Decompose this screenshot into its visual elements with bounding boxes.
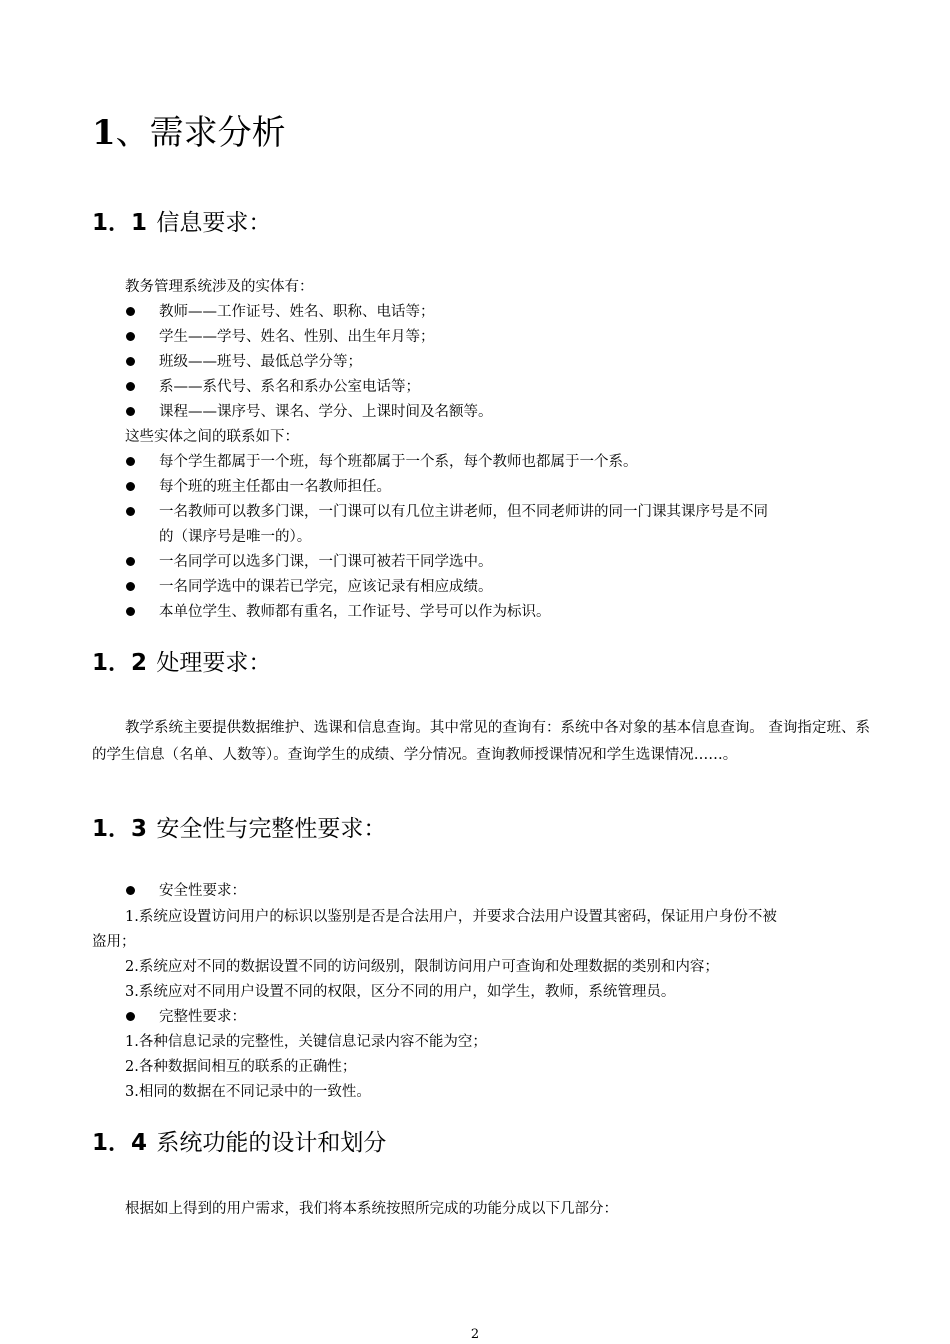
entity-item: 系——系代号、系名和系办公室电话等； — [159, 379, 420, 395]
entities-intro: 教务管理系统涉及的实体有： — [125, 279, 314, 295]
relation-item: 一名同学选中的课若已学完，应该记录有相应成绩。 — [159, 579, 493, 595]
chapter-number: 1 — [92, 113, 116, 153]
bullet-icon — [126, 307, 135, 316]
bullet-icon — [126, 1012, 135, 1021]
processing-paragraph: 教学系统主要提供数据维护、选课和信息查询。其中常见的查询有：系统中各对象的基本信息查询。 查询指定班、系的学生信息（名单、人数等）。查询学生的成绩、学分情况。查询教师授课情况和学生选课情况……。 — [92, 720, 870, 763]
bullet-icon — [126, 357, 135, 366]
security-item: 2.系统应对不同的数据设置不同的访问级别，限制访问用户可查询和处理数据的类别和内容； — [125, 959, 719, 975]
entity-item: 教师——工作证号、姓名、职称、电话等； — [159, 304, 435, 320]
bullet-icon — [126, 332, 135, 341]
entity-item: 学生——学号、姓名、性别、出生年月等； — [159, 329, 435, 345]
bullet-icon — [126, 407, 135, 416]
bullet-icon — [126, 582, 135, 591]
section-heading-text: 信息要求： — [156, 210, 272, 236]
chapter-title — [92, 110, 286, 156]
entity-item: 课程——课序号、课名、学分、上课时间及名额等。 — [159, 404, 493, 420]
integrity-item: 3.相同的数据在不同记录中的一致性。 — [125, 1084, 371, 1100]
relation-item: 一名教师可以教多门课，一门课可以有几位主讲老师，但不同老师讲的同一门课其课序号是不同 — [159, 504, 768, 520]
section-heading-text: 系统功能的设计和划分 — [156, 1130, 387, 1156]
bullet-icon — [126, 886, 135, 895]
bullet-icon — [126, 607, 135, 616]
section-number: 1．2 — [92, 650, 148, 676]
page-number: 2 — [470, 1327, 480, 1342]
relation-item: 每个班的班主任都由一名教师担任。 — [159, 479, 391, 495]
section-number: 1．3 — [92, 816, 148, 842]
section-heading-1-3 — [92, 814, 386, 844]
entity-item: 班级——班号、最低总学分等； — [159, 354, 362, 370]
security-item: 3.系统应对不同用户设置不同的权限，区分不同的用户，如学生，教师，系统管理员。 — [125, 984, 676, 1000]
security-item: 1.系统应设置访问用户的标识以鉴别是否是合法用户，并要求合法用户设置其密码，保证用户身份不被 — [125, 909, 777, 925]
relation-item: 一名同学可以选多门课，一门课可被若干同学选中。 — [159, 554, 493, 570]
bullet-icon — [126, 457, 135, 466]
relations-intro: 这些实体之间的联系如下： — [125, 429, 299, 445]
integrity-label: 完整性要求： — [159, 1009, 246, 1025]
relation-item: 每个学生都属于一个班，每个班都属于一个系，每个教师也都属于一个系。 — [159, 454, 638, 470]
section-heading-text: 安全性与完整性要求： — [156, 816, 387, 842]
bullet-icon — [126, 482, 135, 491]
security-label: 安全性要求： — [159, 883, 246, 899]
functions-intro: 根据如上得到的用户需求，我们将本系统按照所完成的功能分成以下几部分： — [125, 1201, 618, 1217]
section-heading-1-1 — [92, 208, 271, 238]
bullet-icon — [126, 557, 135, 566]
chapter-title-text: 、需求分析 — [115, 113, 286, 153]
section-number: 1．4 — [92, 1130, 148, 1156]
section-heading-1-2 — [92, 648, 271, 678]
section-heading-1-4 — [92, 1128, 386, 1158]
security-item-continued: 盗用； — [92, 934, 136, 950]
bullet-icon — [126, 382, 135, 391]
integrity-item: 1.各种信息记录的完整性，关键信息记录内容不能为空； — [125, 1034, 487, 1050]
bullet-icon — [126, 507, 135, 516]
section-number: 1．1 — [92, 210, 148, 236]
section-heading-text: 处理要求： — [156, 650, 272, 676]
relation-item-continued: 的（课序号是唯一的）。 — [159, 529, 312, 545]
relation-item: 本单位学生、教师都有重名，工作证号、学号可以作为标识。 — [159, 604, 551, 620]
integrity-item: 2.各种数据间相互的联系的正确性； — [125, 1059, 357, 1075]
